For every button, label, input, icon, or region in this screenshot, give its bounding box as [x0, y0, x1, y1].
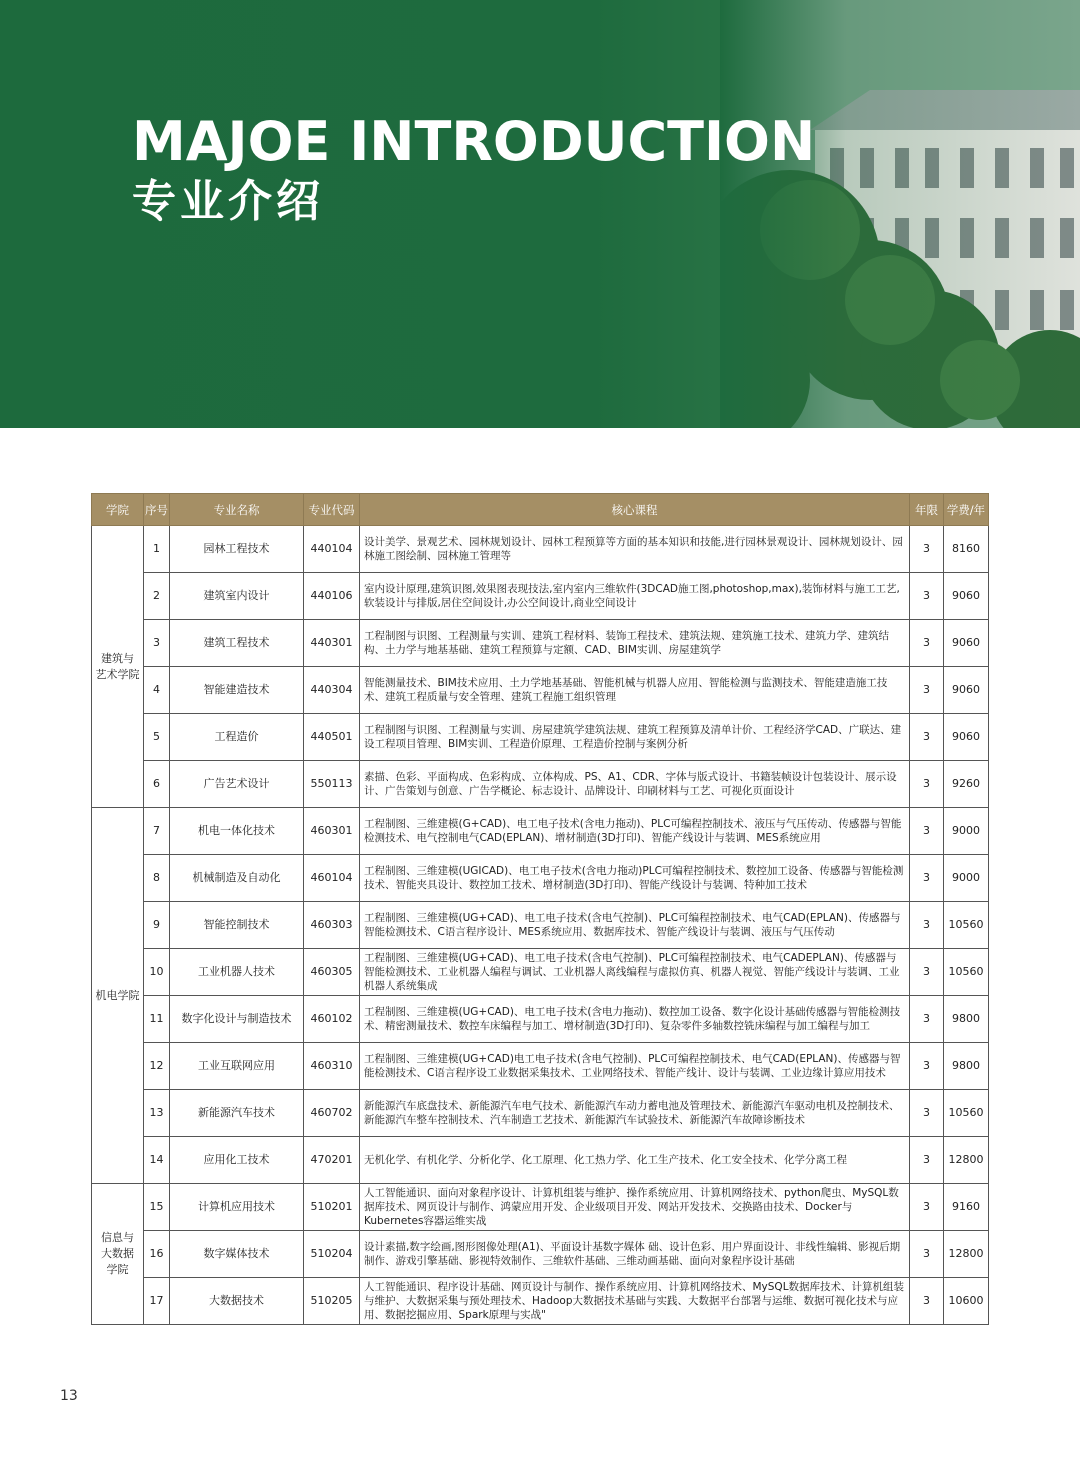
- major-code-cell: 460303: [304, 902, 360, 949]
- campus-building-photo: [720, 0, 1080, 428]
- major-name-cell: 园林工程技术: [170, 526, 304, 573]
- tuition-cell: 8160: [944, 526, 989, 573]
- index-cell: 11: [144, 996, 170, 1043]
- table-row: [92, 855, 989, 902]
- page-number: 13: [60, 1388, 78, 1404]
- table-body: [92, 526, 989, 1325]
- major-name-cell: 建筑工程技术: [170, 620, 304, 667]
- major-name-cell: 广告艺术设计: [170, 761, 304, 808]
- header-tuition: 学费/年: [944, 494, 989, 526]
- tuition-cell: 12800: [944, 1231, 989, 1278]
- college-cell: 建筑与 艺术学院: [92, 526, 144, 808]
- table-row: [92, 902, 989, 949]
- table-row: [92, 996, 989, 1043]
- major-code-cell: 460104: [304, 855, 360, 902]
- years-cell: 3: [910, 855, 944, 902]
- years-cell: 3: [910, 1231, 944, 1278]
- table-row: [92, 714, 989, 761]
- major-name-cell: 机械制造及自动化: [170, 855, 304, 902]
- index-cell: 4: [144, 667, 170, 714]
- core-courses-cell: 工程制图、三维建模(UG+CAD)、电工电子技术(含电气控制)、PLC可编程控制技术、电气CAD(EPLAN)、传感器与智能检测技术、C语言程序设计、MES系统应用、数据库技术、智能产线设计与装调、液压与气压传动: [360, 902, 910, 949]
- table-header-row: [92, 494, 989, 526]
- years-cell: 3: [910, 949, 944, 996]
- tuition-cell: 9000: [944, 808, 989, 855]
- index-cell: 14: [144, 1137, 170, 1184]
- tuition-cell: 10600: [944, 1278, 989, 1325]
- core-courses-cell: 智能测量技术、BIM技术应用、土力学地基基础、智能机械与机器人应用、智能检测与监测技术、智能建造施工技术、建筑工程质量与安全管理、建筑工程施工组织管理: [360, 667, 910, 714]
- tuition-cell: 10560: [944, 1090, 989, 1137]
- table-row: [92, 949, 989, 996]
- core-courses-cell: 工程制图、三维建模(G+CAD)、电工电子技术(含电力拖动)、PLC可编程控制技术、液压与气压传动、传感器与智能检测技术、电气控制电气CAD(EPLAN)、增材制造(3D打印)、智能产线设计与装调、MES系统应用: [360, 808, 910, 855]
- index-cell: 9: [144, 902, 170, 949]
- header-index: 序号: [144, 494, 170, 526]
- header-core-courses: 核心课程: [360, 494, 910, 526]
- table-row: [92, 573, 989, 620]
- core-courses-cell: 室内设计原理,建筑识图,效果图表现技法,室内室内三维软件(3DCAD施工图,photoshop,max),装饰材料与施工工艺,软装设计与排版,居住空间设计,办公空间设计,商业空间设计: [360, 573, 910, 620]
- major-code-cell: 440104: [304, 526, 360, 573]
- core-courses-cell: 设计素描,数字绘画,图形图像处理(A1)、平面设计基数字媒体 础、设计色彩、用户界面设计、非线性编辑、影视后期制作、游戏引擎基础、影视特效制作、三维软件基础、三维动画基础、面向对象程序设计基础: [360, 1231, 910, 1278]
- major-name-cell: 数字化设计与制造技术: [170, 996, 304, 1043]
- header-years: 年限: [910, 494, 944, 526]
- tuition-cell: 12800: [944, 1137, 989, 1184]
- major-code-cell: 460702: [304, 1090, 360, 1137]
- majors-table: [91, 493, 989, 1325]
- table-row: [92, 808, 989, 855]
- tuition-cell: 9060: [944, 714, 989, 761]
- core-courses-cell: 工程制图、三维建模(UG+CAD)电工电子技术(含电气控制)、PLC可编程控制技术、电气CAD(EPLAN)、传感器与智能检测技术、C语言程序设工业数据采集技术、工业网络技术、智能产线计、设计与装调、工业边缘计算应用技术: [360, 1043, 910, 1090]
- table-row: [92, 1043, 989, 1090]
- tuition-cell: 9160: [944, 1184, 989, 1231]
- index-cell: 7: [144, 808, 170, 855]
- tuition-cell: 9800: [944, 996, 989, 1043]
- table-row: [92, 526, 989, 573]
- table-row: [92, 1137, 989, 1184]
- index-cell: 10: [144, 949, 170, 996]
- tuition-cell: 9000: [944, 855, 989, 902]
- core-courses-cell: 新能源汽车底盘技术、新能源汽车电气技术、新能源汽车动力蓄电池及管理技术、新能源汽车驱动电机及控制技术、新能源汽车整车控制技术、汽车制造工艺技术、新能源汽车试验技术、新能源汽车故障诊断技术: [360, 1090, 910, 1137]
- core-courses-cell: 无机化学、有机化学、分析化学、化工原理、化工热力学、化工生产技术、化工安全技术、化学分离工程: [360, 1137, 910, 1184]
- core-courses-cell: 工程制图与识图、工程测量与实训、建筑工程材料、装饰工程技术、建筑法规、建筑施工技术、建筑力学、建筑结构、土力学与地基基础、建筑工程预算与定额、CAD、BIM实训、房屋建筑学: [360, 620, 910, 667]
- years-cell: 3: [910, 996, 944, 1043]
- index-cell: 15: [144, 1184, 170, 1231]
- table-row: [92, 667, 989, 714]
- index-cell: 6: [144, 761, 170, 808]
- major-code-cell: 510201: [304, 1184, 360, 1231]
- major-code-cell: 460102: [304, 996, 360, 1043]
- college-cell: 信息与 大数据 学院: [92, 1184, 144, 1325]
- header-major-name: 专业名称: [170, 494, 304, 526]
- table-row: [92, 620, 989, 667]
- major-code-cell: 550113: [304, 761, 360, 808]
- major-name-cell: 智能控制技术: [170, 902, 304, 949]
- tuition-cell: 9260: [944, 761, 989, 808]
- index-cell: 16: [144, 1231, 170, 1278]
- major-code-cell: 440501: [304, 714, 360, 761]
- table-row: [92, 1231, 989, 1278]
- years-cell: 3: [910, 714, 944, 761]
- college-cell: 机电学院: [92, 808, 144, 1184]
- years-cell: 3: [910, 808, 944, 855]
- core-courses-cell: 工程制图、三维建模(UG+CAD)、电工电子技术(含电气控制)、PLC可编程控制技术、电气CADEPLAN)、传感器与智能检测技术、工业机器人编程与调试、工业机器人离线编程与虚拟仿真、机器人视觉、智能产线设计与装调、工业机器人系统集成: [360, 949, 910, 996]
- major-code-cell: 470201: [304, 1137, 360, 1184]
- years-cell: 3: [910, 620, 944, 667]
- major-code-cell: 440106: [304, 573, 360, 620]
- years-cell: 3: [910, 1090, 944, 1137]
- years-cell: 3: [910, 1184, 944, 1231]
- index-cell: 8: [144, 855, 170, 902]
- core-courses-cell: 素描、色彩、平面构成、色彩构成、立体构成、PS、A1、CDR、字体与版式设计、书籍装帧设计包装设计、展示设计、广告策划与创意、广告学概论、标志设计、品牌设计、印刷材料与工艺、可视化页面设计: [360, 761, 910, 808]
- major-name-cell: 机电一体化技术: [170, 808, 304, 855]
- major-name-cell: 智能建造技术: [170, 667, 304, 714]
- major-name-cell: 工业机器人技术: [170, 949, 304, 996]
- years-cell: 3: [910, 1137, 944, 1184]
- index-cell: 5: [144, 714, 170, 761]
- tuition-cell: 9060: [944, 667, 989, 714]
- header-college: 学院: [92, 494, 144, 526]
- index-cell: 12: [144, 1043, 170, 1090]
- index-cell: 3: [144, 620, 170, 667]
- major-code-cell: 460305: [304, 949, 360, 996]
- years-cell: 3: [910, 526, 944, 573]
- major-name-cell: 新能源汽车技术: [170, 1090, 304, 1137]
- years-cell: 3: [910, 667, 944, 714]
- page-title-chinese: 专业介绍: [132, 176, 324, 227]
- index-cell: 13: [144, 1090, 170, 1137]
- years-cell: 3: [910, 1043, 944, 1090]
- core-courses-cell: 工程制图、三维建模(UG+CAD)、电工电子技术(含电力拖动)、数控加工设备、数字化设计基础传感器与智能检测技术、精密测量技术、数控车床编程与加工、增材制造(3D打印)、复杂零件多轴数控铣床编程与加工编程与加工: [360, 996, 910, 1043]
- major-code-cell: 510205: [304, 1278, 360, 1325]
- core-courses-cell: 人工智能通识、面向对象程序设计、计算机组装与维护、操作系统应用、计算机网络技术、python爬虫、MySQL数据库技术、网页设计与制作、鸿蒙应用开发、企业级项目开发、网站开发技术、交换路由技术、Docker与Kubernetes容器运维实战: [360, 1184, 910, 1231]
- index-cell: 1: [144, 526, 170, 573]
- major-name-cell: 应用化工技术: [170, 1137, 304, 1184]
- core-courses-cell: 工程制图与识图、工程测量与实训、房屋建筑学建筑法规、建筑工程预算及清单计价、工程经济学CAD、广联达、建设工程项目管理、BIM实训、工程造价原理、工程造价控制与案例分析: [360, 714, 910, 761]
- index-cell: 2: [144, 573, 170, 620]
- major-name-cell: 建筑室内设计: [170, 573, 304, 620]
- major-code-cell: 440301: [304, 620, 360, 667]
- tuition-cell: 9800: [944, 1043, 989, 1090]
- core-courses-cell: 设计美学、景观艺术、园林规划设计、园林工程预算等方面的基本知识和技能,进行园林景观设计、园林规划设计、园林施工图绘制、园林施工管理等: [360, 526, 910, 573]
- major-name-cell: 数字媒体技术: [170, 1231, 304, 1278]
- table-row: [92, 1278, 989, 1325]
- tuition-cell: 9060: [944, 573, 989, 620]
- major-code-cell: 510204: [304, 1231, 360, 1278]
- header-major-code: 专业代码: [304, 494, 360, 526]
- major-name-cell: 工程造价: [170, 714, 304, 761]
- major-name-cell: 大数据技术: [170, 1278, 304, 1325]
- core-courses-cell: 工程制图、三维建模(UGICAD)、电工电子技术(含电力拖动)PLC可编程控制技术、数控加工设备、传感器与智能检测技术、智能夹具设计、数控加工技术、增材制造(3D打印)、智能产线设计与装调、特种加工技术: [360, 855, 910, 902]
- major-name-cell: 计算机应用技术: [170, 1184, 304, 1231]
- page-title-english: MAJOE INTRODUCTION: [132, 110, 816, 173]
- index-cell: 17: [144, 1278, 170, 1325]
- years-cell: 3: [910, 573, 944, 620]
- major-code-cell: 440304: [304, 667, 360, 714]
- table-row: [92, 1090, 989, 1137]
- major-code-cell: 460310: [304, 1043, 360, 1090]
- core-courses-cell: 人工智能通识、程序设计基础、网页设计与制作、操作系统应用、计算机网络技术、MySQL数据库技术、计算机组装与维护、大数据采集与预处理技术、Hadoop大数据技术基础与实践、大数据平台部署与运维、数据可视化技术与应用、数据挖掘应用、Spark原理与实战": [360, 1278, 910, 1325]
- years-cell: 3: [910, 1278, 944, 1325]
- header-banner: [0, 0, 1080, 428]
- tuition-cell: 9060: [944, 620, 989, 667]
- major-code-cell: 460301: [304, 808, 360, 855]
- table-row: [92, 761, 989, 808]
- years-cell: 3: [910, 761, 944, 808]
- table-row: [92, 1184, 989, 1231]
- major-name-cell: 工业互联网应用: [170, 1043, 304, 1090]
- years-cell: 3: [910, 902, 944, 949]
- tuition-cell: 10560: [944, 949, 989, 996]
- tuition-cell: 10560: [944, 902, 989, 949]
